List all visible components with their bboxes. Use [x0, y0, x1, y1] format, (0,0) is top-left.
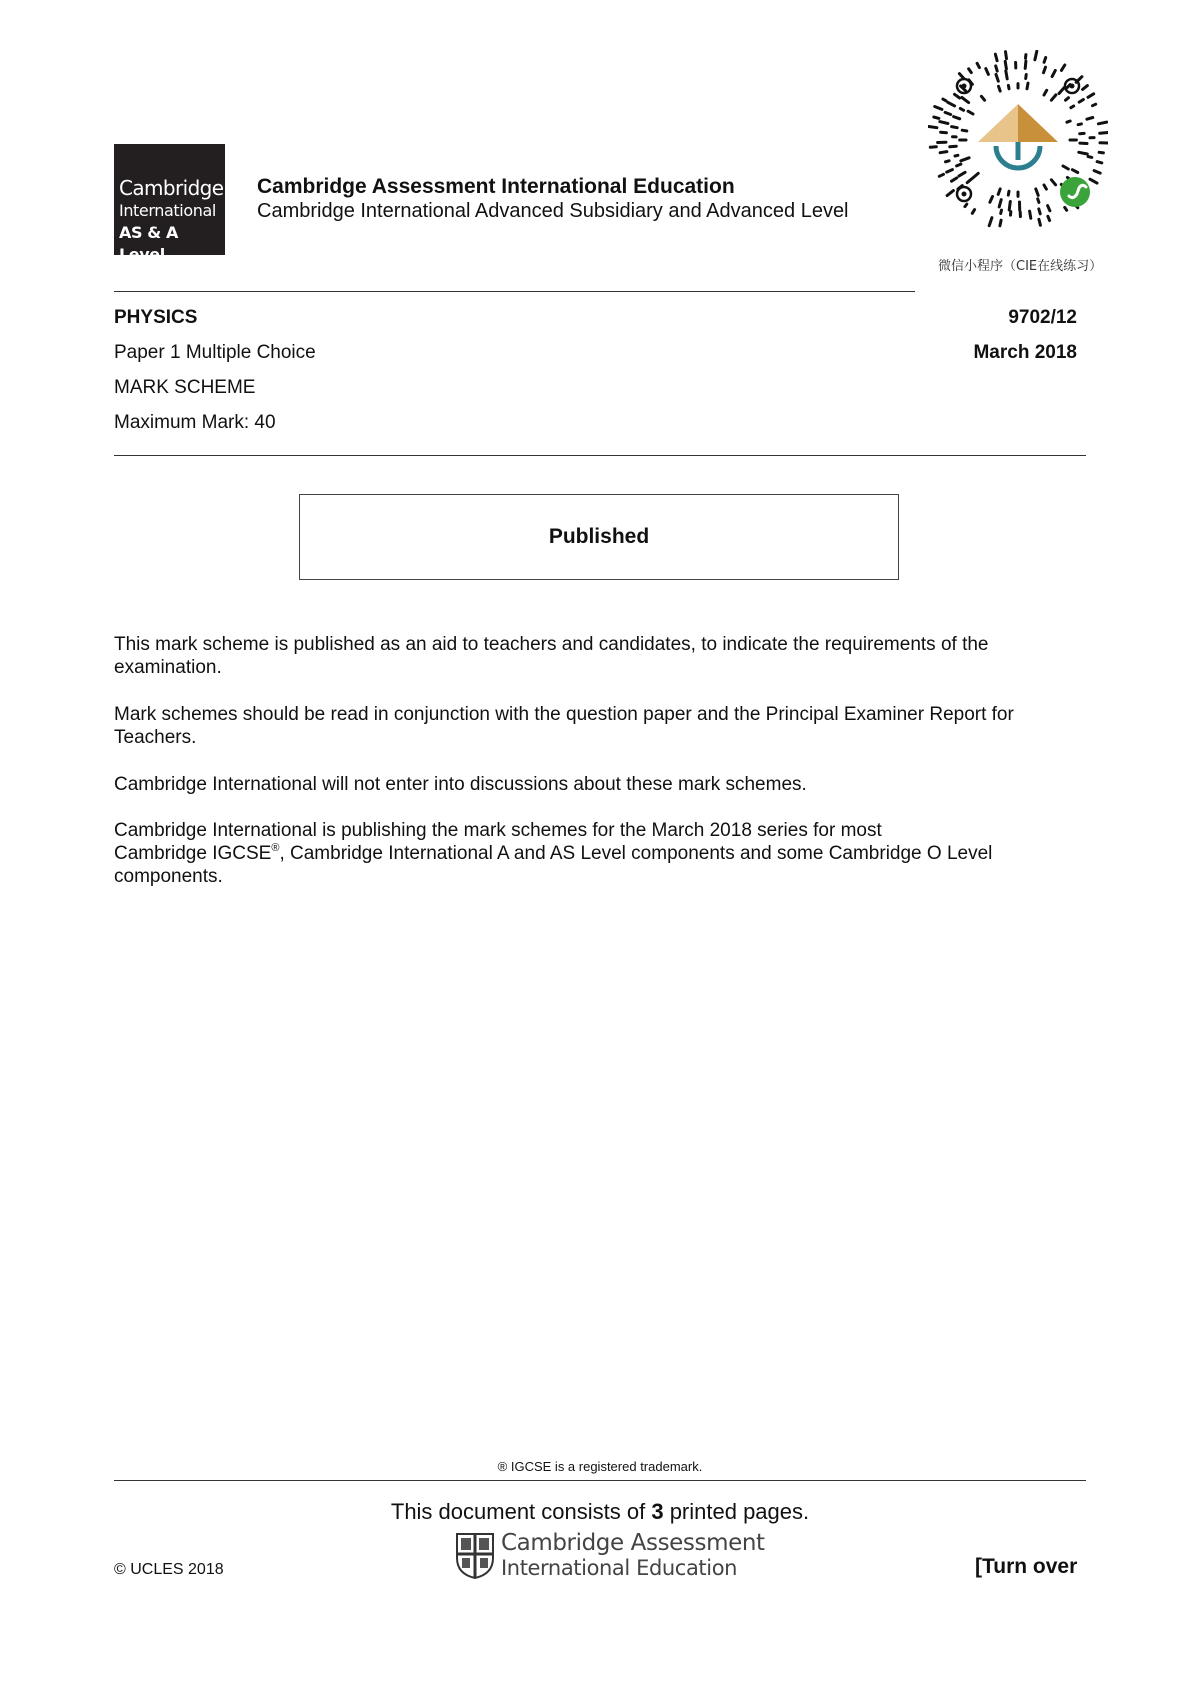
qr-ray — [1008, 85, 1009, 88]
igcse-text: Cambridge IGCSE — [114, 843, 272, 864]
publishing-line-1: Cambridge International is publishing the mark schemes for the March 2018 series for most — [114, 820, 882, 841]
qr-ray — [995, 54, 997, 61]
qr-ray — [969, 69, 972, 73]
paragraph-conjunction: Mark schemes should be read in conjunction with the question paper and the Principal Examiner Report for Teachers. — [114, 704, 1014, 748]
qr-ray — [996, 74, 998, 81]
status-label: Published — [548, 525, 650, 548]
qr-ray — [1039, 219, 1041, 225]
qr-ray — [1027, 83, 1028, 89]
qr-ray — [1078, 124, 1081, 125]
qr-ray — [1036, 189, 1038, 196]
qr-ray — [952, 127, 958, 128]
page-count-prefix: This document consists of — [390, 1499, 652, 1524]
footer-logo-line-2: International Education — [501, 1556, 738, 1580]
qr-ray — [940, 152, 947, 153]
copyright: © UCLES 2018 — [114, 1561, 224, 1578]
mini-program-icon — [1060, 177, 1090, 207]
qr-ray — [935, 107, 942, 110]
qr-ray — [1071, 106, 1074, 108]
qr-ray — [965, 204, 967, 207]
qr-ray — [981, 96, 984, 100]
qr-ray — [1051, 180, 1055, 185]
qr-ray — [1044, 90, 1047, 95]
qr-ray — [1005, 61, 1006, 69]
qr-ray — [1094, 171, 1100, 174]
qr-ray — [962, 130, 967, 131]
qr-ray — [1098, 122, 1106, 124]
qr-ray — [1066, 98, 1069, 101]
qr-ray — [1093, 104, 1096, 106]
qr-ray — [929, 127, 937, 128]
qr-ray — [960, 109, 963, 111]
qr-ray — [1083, 86, 1088, 90]
header-divider — [114, 291, 915, 292]
qr-ray — [967, 180, 970, 183]
paragraph-publishing — [114, 819, 1094, 888]
qr-ray — [1008, 191, 1009, 195]
qr-ray — [1061, 65, 1064, 70]
qr-ray — [1048, 216, 1050, 220]
logo-line-1: Cambridge — [119, 176, 224, 200]
qr-ray — [1063, 166, 1068, 169]
qr-ray — [999, 86, 1001, 91]
qr-ray — [998, 189, 1000, 195]
qr-ray — [1100, 133, 1108, 134]
qr-ray — [977, 63, 979, 67]
qr-ray — [941, 132, 947, 133]
cambridge-assessment-logo — [455, 1530, 765, 1582]
trademark-note: ® IGCSE is a registered trademark. — [497, 1459, 703, 1474]
session-label: March 2018 — [973, 342, 1077, 363]
qr-ray — [1072, 170, 1077, 173]
qr-ray — [1044, 58, 1046, 63]
qr-ray — [1044, 185, 1046, 189]
qr-ray — [971, 173, 978, 179]
qr-ray — [1087, 118, 1093, 120]
qr-ray — [945, 112, 951, 114]
qr-ray — [1052, 70, 1055, 76]
syllabus-code: 9702/12 — [1008, 307, 1077, 328]
qr-ray — [952, 178, 957, 181]
qr-ray — [1044, 67, 1046, 73]
registered-mark: ® — [271, 842, 280, 854]
qr-ray — [1051, 95, 1056, 100]
qr-ray — [954, 117, 960, 119]
qr-ray — [1088, 157, 1092, 158]
publishing-line-2: , Cambridge International A and AS Level components and some Cambridge O Level — [279, 843, 993, 864]
qr-ray — [947, 191, 953, 196]
qr-ray — [1000, 220, 1001, 226]
qr-ray — [961, 158, 969, 161]
qr-ray — [957, 164, 961, 166]
cambridge-logo — [114, 144, 225, 264]
qr-ray — [1099, 152, 1103, 153]
qr-ray — [1006, 52, 1007, 59]
page-count-number: 3 — [651, 1499, 664, 1524]
qr-ray — [1038, 199, 1039, 203]
qr-ray — [1065, 207, 1067, 210]
turn-over-label: [Turn over — [975, 1555, 1078, 1578]
paragraph-purpose: This mark scheme is published as an aid to teachers and candidates, to indicate the requirements of the examination. — [114, 634, 989, 678]
qr-ray — [955, 155, 958, 156]
org-title: Cambridge Assessment International Education — [257, 175, 735, 198]
qr-ray — [986, 69, 989, 75]
paper-label: Paper 1 Multiple Choice — [114, 342, 316, 363]
max-mark: Maximum Mark: 40 — [114, 412, 276, 433]
qr-ray — [1059, 88, 1064, 94]
qr-ray — [989, 218, 992, 226]
footer-logo-line-1: Cambridge Assessment — [501, 1530, 765, 1556]
qr-ray — [955, 94, 960, 98]
qr-ray — [1039, 209, 1040, 214]
document-type: MARK SCHEME — [114, 377, 256, 398]
status-box — [299, 494, 899, 580]
qr-ray — [1079, 152, 1088, 154]
qr-ray — [990, 197, 993, 203]
qr-ray — [1079, 100, 1083, 103]
qr-ray — [968, 111, 973, 114]
qr-ray — [950, 146, 957, 147]
qr-ray — [1006, 71, 1007, 79]
qr-ray — [1090, 179, 1097, 183]
qr-ray — [1030, 211, 1031, 218]
qr-ray — [1088, 94, 1094, 98]
qr-ray — [1025, 61, 1026, 68]
mini-program-qr-code[interactable] — [928, 50, 1108, 230]
qr-ray — [940, 122, 948, 124]
qr-ray — [959, 74, 963, 79]
qr-ray — [972, 210, 974, 214]
qr-ray — [948, 102, 955, 106]
page-count — [0, 1499, 1190, 1525]
footer-divider — [114, 1480, 1086, 1481]
qr-ray — [1048, 206, 1050, 211]
qr-ray — [1067, 121, 1070, 122]
paragraph-discussions: Cambridge International will not enter into discussions about these mark schemes. — [114, 774, 807, 795]
qr-ray — [996, 66, 998, 71]
qr-ray — [930, 147, 936, 148]
crest-icon — [455, 1532, 495, 1580]
logo-line-3: AS & A Level — [119, 223, 178, 264]
qr-ray — [1026, 75, 1027, 79]
qr-ray — [939, 174, 943, 176]
page-count-suffix: printed pages. — [663, 1499, 810, 1524]
qr-ray — [962, 98, 969, 103]
qr-ray — [946, 161, 950, 162]
qr-ray — [947, 170, 953, 173]
qr-ray — [934, 117, 939, 118]
qr-ray — [959, 172, 965, 176]
meta-divider — [114, 455, 1086, 456]
org-subtitle: Cambridge International Advanced Subsidiary and Advanced Level — [257, 200, 849, 222]
logo-line-2: International — [119, 201, 216, 220]
qr-caption: 微信小程序（CIE在线练习） — [938, 259, 1103, 274]
qr-ray — [1035, 51, 1037, 60]
qr-ray — [1097, 162, 1102, 163]
qr-ray — [1009, 202, 1010, 211]
qr-ray — [999, 200, 1001, 207]
qr-ray — [1001, 210, 1002, 213]
subject-label: PHYSICS — [114, 307, 198, 328]
publishing-line-3: components. — [114, 866, 223, 887]
qr-ray — [943, 99, 946, 101]
